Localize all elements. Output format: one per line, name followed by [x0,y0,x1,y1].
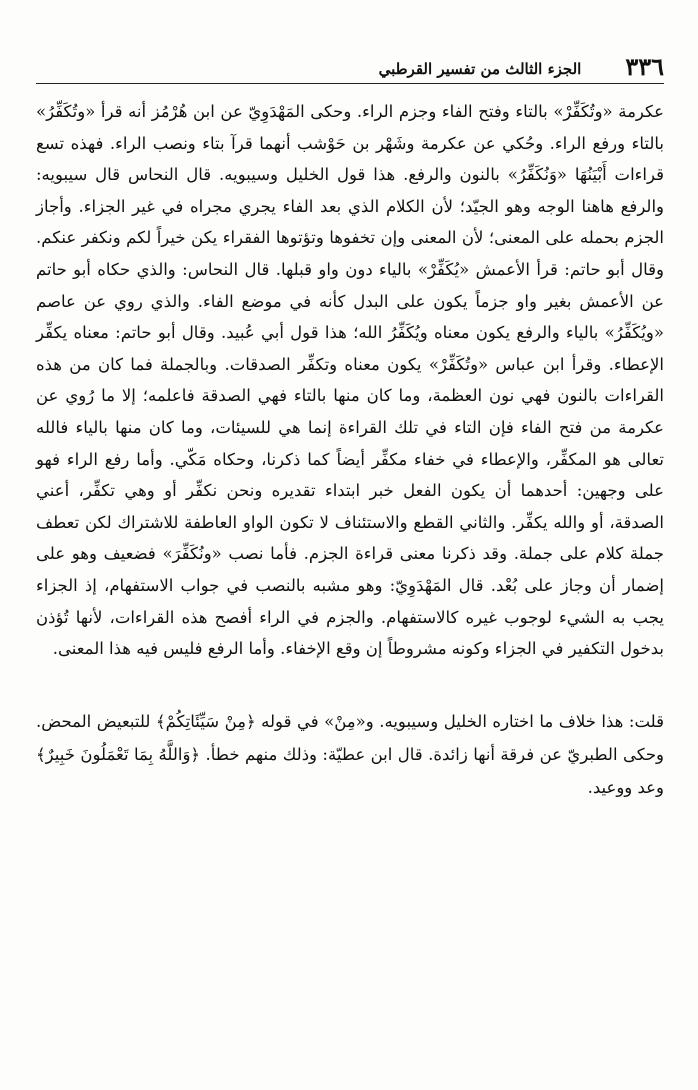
comment-paragraph: قلت: هذا خلاف ما اختاره الخليل وسيبويه. و«مِنْ» في قوله ﴿مِنْ سَيِّئَاتِكُمْ﴾ للتبعيض المحض. وحكى الطبريّ عن فرقة أنها زائدة. قال ابن عطيّة: وذلك منهم خطأ. ﴿وَاللَّهُ بِمَا تَعْمَلُونَ خَبِيرٌ﴾ وعد ووعيد. [36,711,664,797]
comment-block [36,705,664,804]
page-number: ٣٣٦ [625,52,664,81]
page-header [36,50,664,84]
book-page [36,50,664,1060]
running-title: الجزء الثالث من تفسير القرطبي [378,60,582,78]
main-text-block [36,96,664,665]
section-gap [36,665,664,705]
main-paragraph: عكرمة «وتُكَفِّرْ» بالتاء وفتح الفاء وجزم الراء. وحكى المَهْدَوِيّ عن ابن هُرْمُز أنه قرأ «وتُكَفِّرُ» بالتاء ورفع الراء. وحُكي عن عكرمة وشَهْر بن حَوْشب أنهما قرآ بتاء ونصب الراء. فهذه تسع قراءات أَبْيَنُهَا «وَنُكَفِّرُ» بالنون والرفع. هذا قول الخليل وسيبويه. قال النحاس قال سيبويه: والرفع هاهنا الوجه وهو الجيّد؛ لأن الكلام الذي بعد الفاء يجري مجراه في غير الجزاء. وأجاز الجزم بحمله على المعنى؛ لأن المعنى وإن تخفوها وتؤتوها الفقراء يكن خيراً لكم ونكفر عنكم. وقال أبو حاتم: قرأ الأعمش «يُكَفِّرْ» بالياء دون واو قبلها. قال النحاس: والذي حكاه أبو حاتم عن الأعمش بغير واو جزماً يكون على البدل كأنه في موضع الفاء. والذي روي عن عاصم «ويُكَفِّرُ» بالياء والرفع يكون معناه ويُكَفِّرُ الله؛ هذا قول أبي عُبيد. وقال أبو حاتم: معناه يكفِّر الإعطاء. وقرأ ابن عباس «وتُكَفِّرْ» يكون معناه وتكفِّر الصدقات. وبالجملة فما كان من هذه القراءات بالنون فهي نون العظمة، وما كان منها بالتاء فهي الصدقة فاعلمه؛ إلا ما رُوي عن عكرمة من فتح الفاء فإن التاء في تلك القراءة إنما هي للسيئات، وما كان منها بالياء فالله تعالى هو المكفِّر، والإعطاء في خفاء مكفِّر أيضاً كما ذكرنا، وحكاه مَكّي. وأما رفع الراء فهو على وجهين: أحدهما أن يكون الفعل خبر ابتداء تقديره ونحن نكفِّر أو وهي تكفِّر، أعني الصدقة، أو والله يكفِّر. والثاني القطع والاستئناف لا تكون الواو العاطفة للاشتراك لكن تعطف جملة كلام على جملة. وقد ذكرنا معنى قراءة الجزم. فأما نصب «ونُكَفِّرَ» فضعيف وهو على إضمار أن وجاز على بُعْد. قال المَهْدَوِيّ: وهو مشبه بالنصب في جواب الاستفهام، إذ الجزاء يجب به الشيء لوجوب غيره كالاستفهام. والجزم في الراء أفصح هذه القراءات، لأنها تُؤذن بدخول التكفير في الجزاء وكونه مشروطاً إن وقع الإخفاء. وأما الرفع فليس فيه هذا المعنى. [36,102,664,659]
